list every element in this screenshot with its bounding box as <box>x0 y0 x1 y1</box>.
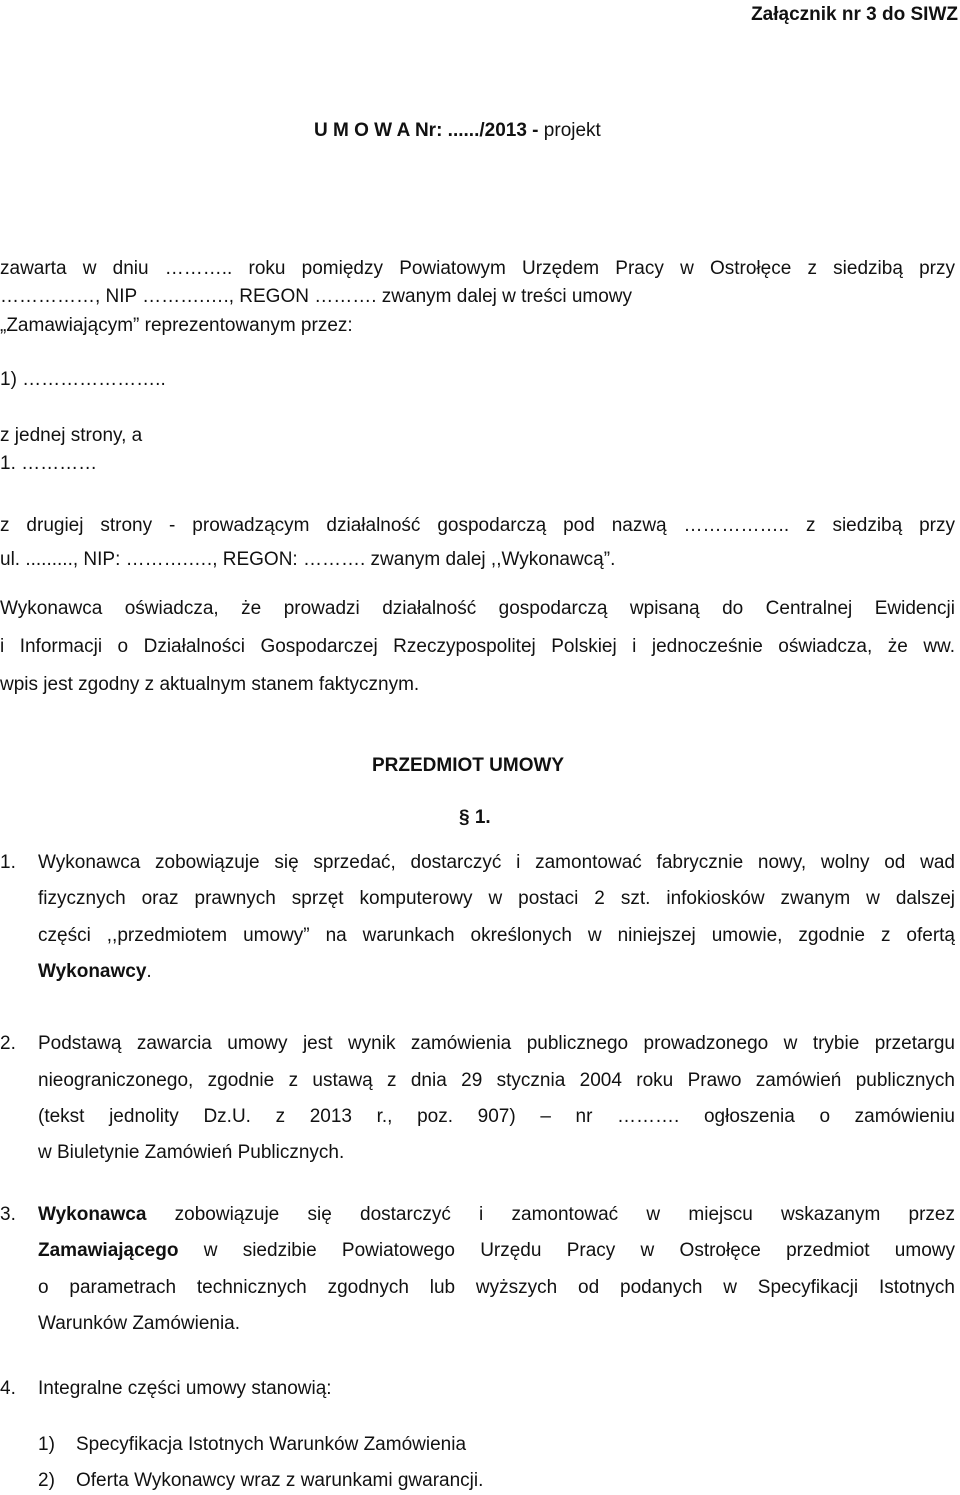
contractor-name-bold: Wykonawcy <box>38 961 147 982</box>
clause-2-line-4: w Biuletynie Zamówień Publicznych. <box>38 1142 345 1163</box>
declaration-line-1: Wykonawca oświadcza, że prowadzi działalność gospodarczą wpisaną do Centralnej Ewidencji <box>0 598 955 619</box>
list-item-number: 1) <box>38 1434 55 1455</box>
list-item-number: 2) <box>38 1470 55 1491</box>
contractor-item: 1. ………… <box>0 453 98 474</box>
contract-title <box>314 119 601 143</box>
clause-3-line-1 <box>38 1203 955 1227</box>
clause-1-line-4 <box>38 960 152 984</box>
clause-3-number: 3. <box>0 1204 16 1225</box>
party-one-label: z jednej strony, a <box>0 425 143 446</box>
contract-title-number: U M O W A Nr: ....../2013 - <box>314 120 539 141</box>
clause-1-line-2: fizycznych oraz prawnych sprzęt komputerowy w postaci 2 szt. infokiosków zwanym w dalszej <box>38 888 955 909</box>
section-heading: PRZEDMIOT UMOWY <box>372 755 565 776</box>
clause-4-text: Integralne części umowy stanowią: <box>38 1378 332 1399</box>
list-item: Specyfikacja Istotnych Warunków Zamówienia <box>76 1434 467 1455</box>
clause-3-contractor-bold: Wykonawca <box>38 1204 147 1225</box>
intro-line-4: z drugiej strony - prowadzącym działalność gospodarczą pod nazwą …………….. z siedzibą przy <box>0 515 955 536</box>
clause-3-line-2 <box>38 1239 955 1263</box>
clause-2-line-3: (tekst jednolity Dz.U. z 2013 r., poz. 907) – nr ………. ogłoszenia o zamówieniu <box>38 1106 955 1127</box>
clause-1-line-1: Wykonawca zobowiązuje się sprzedać, dostarczyć i zamontować fabrycznie nowy, wolny od wad <box>38 852 955 873</box>
clause-1-line-3: części ,,przedmiotem umowy” na warunkach określonych w niniejszej umowie, zgodnie z ofertą <box>38 925 955 946</box>
clause-3-line-1-rest: zobowiązuje się dostarczyć i zamontować w miejscu wskazanym przez <box>146 1204 955 1225</box>
attachment-label: Załącznik nr 3 do SIWZ <box>751 4 958 25</box>
clause-3-line-4: Warunków Zamówienia. <box>38 1313 241 1334</box>
representative-item: 1) ………………….. <box>0 369 166 390</box>
list-item: Oferta Wykonawcy wraz z warunkami gwarancji. <box>76 1470 484 1491</box>
clause-3-line-3: o parametrach technicznych zgodnych lub wyższych od podanych w Specyfikacji Istotnych <box>38 1277 955 1298</box>
declaration-line-3: wpis jest zgodny z aktualnym stanem faktycznym. <box>0 674 420 695</box>
clause-2-line-2: nieograniczonego, zgodnie z ustawą z dnia 29 stycznia 2004 roku Prawo zamówień publicznych <box>38 1070 955 1091</box>
intro-line-2: ……………, NIP ……….…., REGON ………. zwanym dalej w treści umowy <box>0 286 633 307</box>
clause-3-line-2-rest: w siedzibie Powiatowego Urzędu Pracy w Ostrołęce przedmiot umowy <box>178 1240 955 1261</box>
clause-1-period: . <box>146 961 152 982</box>
clause-4-number: 4. <box>0 1378 16 1399</box>
clause-3-orderer-bold: Zamawiającego <box>38 1240 179 1261</box>
declaration-line-2: i Informacji o Działalności Gospodarczej Rzeczypospolitej Polskiej i jednocześnie oświadcza, że ww. <box>0 636 955 657</box>
intro-line-5: ul. ........., NIP: ……….…., REGON: ………. zwanym dalej ,,Wykonawcą”. <box>0 549 616 570</box>
clause-2-line-1: Podstawą zawarcia umowy jest wynik zamówienia publicznego prowadzonego w trybie przetargu <box>38 1033 955 1054</box>
clause-1-number: 1. <box>0 852 16 873</box>
clause-2-number: 2. <box>0 1033 16 1054</box>
contract-title-suffix: projekt <box>538 120 601 141</box>
intro-line-1: zawarta w dniu ……….. roku pomiędzy Powiatowym Urzędem Pracy w Ostrołęce z siedzibą przy <box>0 258 955 279</box>
intro-line-3: „Zamawiającym” reprezentowanym przez: <box>0 315 353 336</box>
paragraph-sign: § 1. <box>459 807 491 828</box>
